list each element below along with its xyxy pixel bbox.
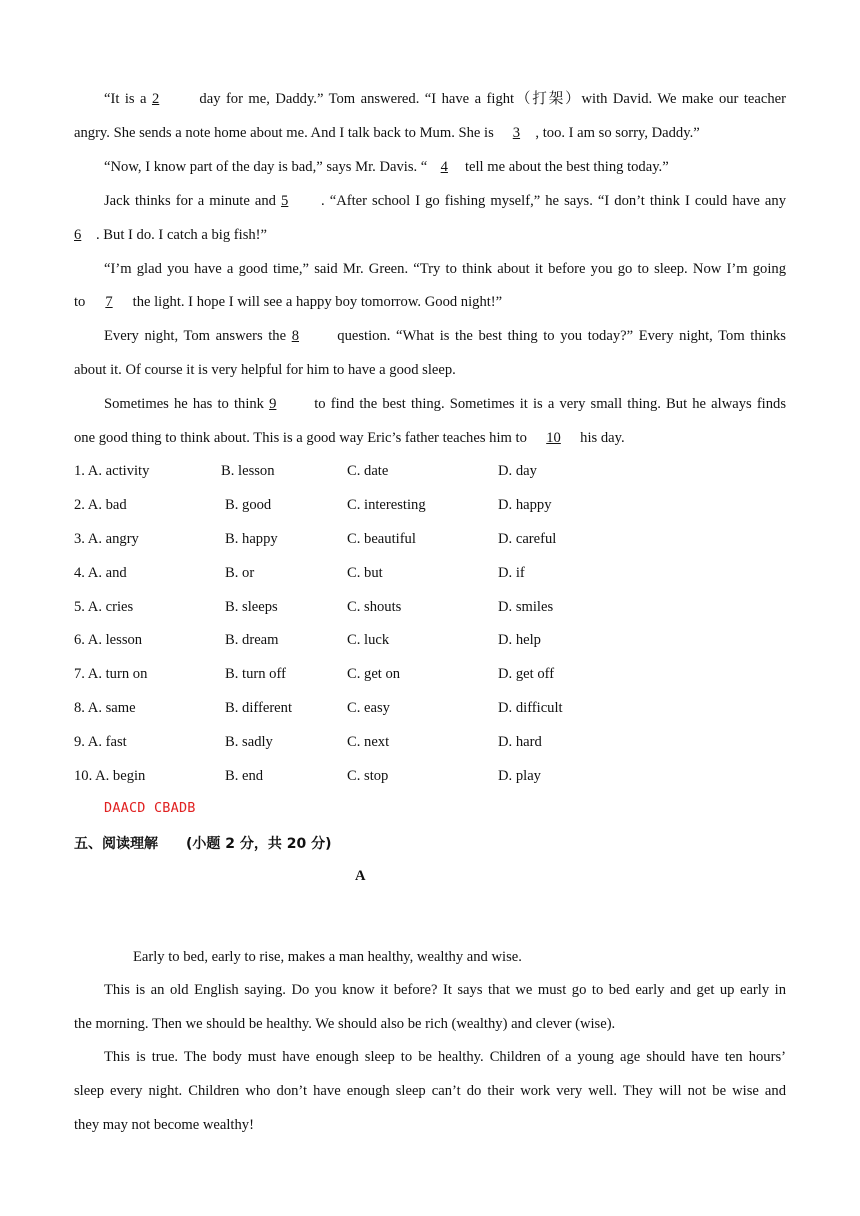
option-c: C. luck (347, 632, 390, 648)
reading-paragraph-2-line-2: sleep every night. Children who don’t have enough sleep can’t do their work very well. They will not be wise and (74, 1083, 786, 1099)
option-c: C. shouts (347, 599, 402, 615)
passage-label: A (355, 868, 366, 884)
cloze-paragraph-4-line-2: to 7 the light. I hope I will see a happy boy tomorrow. Good night!” (74, 294, 503, 310)
option-a: 2. A. bad (74, 497, 127, 513)
cloze-paragraph-2: “Now, I know part of the day is bad,” says Mr. Davis. “ 4 tell me about the best thing today.” (104, 159, 669, 175)
option-b: B. sadly (225, 734, 273, 750)
blank-10: 10 (546, 430, 561, 446)
option-a: 5. A. cries (74, 599, 134, 615)
cloze-paragraph-5-line-1: Every night, Tom answers the 8 question. “What is the best thing to you today?” Every night, Tom thinks (104, 328, 786, 344)
option-d: D. hard (498, 734, 542, 750)
option-d: D. help (498, 632, 541, 648)
blank-9: 9 (269, 396, 277, 412)
option-d: D. get off (498, 666, 555, 682)
option-c: C. next (347, 734, 390, 750)
section-heading: 五、阅读理解 (小题 2 分，共 20 分) (74, 836, 332, 852)
option-c: C. interesting (347, 497, 426, 513)
option-row-4 (74, 563, 786, 583)
cloze-paragraph-6-line-2: one good thing to think about. This is a good way Eric’s father teaches him to 10 his day. (74, 430, 625, 446)
reading-paragraph-1-line-2: the morning. Then we should be healthy. We should also be rich (wealthy) and clever (wise). (74, 1016, 616, 1032)
option-b: B. happy (225, 531, 278, 547)
blank-7: 7 (105, 294, 113, 310)
saying-line: Early to bed, early to rise, makes a man healthy, wealthy and wise. (133, 949, 522, 965)
option-c: C. easy (347, 700, 390, 716)
option-a: 4. A. and (74, 565, 127, 581)
blank-3: 3 (512, 125, 521, 141)
option-b: B. end (225, 768, 264, 784)
option-row-9 (74, 732, 786, 752)
option-a: 10. A. begin (74, 768, 146, 784)
option-a: 7. A. turn on (74, 666, 148, 682)
option-row-8 (74, 698, 786, 718)
reading-paragraph-2-line-1: This is true. The body must have enough sleep to be healthy. Children of a young age should have ten hours’ (104, 1049, 786, 1065)
option-row-7 (74, 664, 786, 684)
blank-5: 5 (281, 193, 289, 209)
option-b: B. good (225, 497, 272, 513)
option-d: D. play (498, 768, 541, 784)
cloze-paragraph-6-line-1: Sometimes he has to think 9 to find the best thing. Sometimes it is a very small thing. But he always finds (104, 396, 787, 412)
cloze-paragraph-3-line-1: Jack thinks for a minute and 5 . “After school I go fishing myself,” he says. “I don’t think I could have any (104, 193, 786, 209)
option-d: D. difficult (498, 700, 563, 716)
cloze-paragraph-1-line-1: “It is a 2 day for me, Daddy.” Tom answered. “I have a fight（打架）with David. We make our teacher (104, 91, 786, 107)
option-c: C. but (347, 565, 383, 581)
option-a: 9. A. fast (74, 734, 127, 750)
option-row-1 (74, 461, 786, 481)
option-a: 8. A. same (74, 700, 136, 716)
option-a: 1. A. activity (74, 463, 150, 479)
option-b: B. or (225, 565, 255, 581)
cloze-paragraph-5-line-2: about it. Of course it is very helpful for him to have a good sleep. (74, 362, 456, 378)
option-row-5 (74, 597, 786, 617)
reading-paragraph-2-line-3: they may not become wealthy! (74, 1117, 254, 1133)
option-c: C. get on (347, 666, 401, 682)
option-d: D. careful (498, 531, 557, 547)
cloze-paragraph-1-line-2: angry. She sends a note home about me. And I talk back to Mum. She is 3 , too. I am so sorry, Daddy.” (74, 125, 700, 141)
option-a: 3. A. angry (74, 531, 139, 547)
reading-paragraph-1-line-1: This is an old English saying. Do you know it before? It says that we must go to bed early and get up early in (104, 982, 786, 998)
option-row-2 (74, 495, 786, 515)
option-c: C. date (347, 463, 389, 479)
blank-8: 8 (291, 328, 299, 344)
cloze-paragraph-4-line-1: “I’m glad you have a good time,” said Mr. Green. “Try to think about it before you go to sleep. Now I’m going (104, 261, 786, 277)
option-d: D. day (498, 463, 537, 479)
option-row-6 (74, 630, 786, 650)
blank-2: 2 (151, 91, 160, 107)
option-d: D. happy (498, 497, 552, 513)
option-d: D. smiles (498, 599, 554, 615)
blank-6: 6 (74, 227, 82, 243)
cloze-paragraph-3-line-2: 6 . But I do. I catch a big fish!” (74, 227, 268, 243)
option-b: B. different (225, 700, 293, 716)
option-row-3 (74, 529, 786, 549)
answer-key: DAACD CBADB (104, 800, 196, 816)
option-c: C. stop (347, 768, 389, 784)
option-b: B. turn off (225, 666, 286, 682)
option-d: D. if (498, 565, 525, 581)
option-b: B. sleeps (225, 599, 278, 615)
option-c: C. beautiful (347, 531, 416, 547)
option-b: B. lesson (221, 463, 275, 479)
blank-4: 4 (440, 159, 448, 175)
option-b: B. dream (225, 632, 279, 648)
option-a: 6. A. lesson (74, 632, 143, 648)
option-row-10 (74, 766, 786, 786)
